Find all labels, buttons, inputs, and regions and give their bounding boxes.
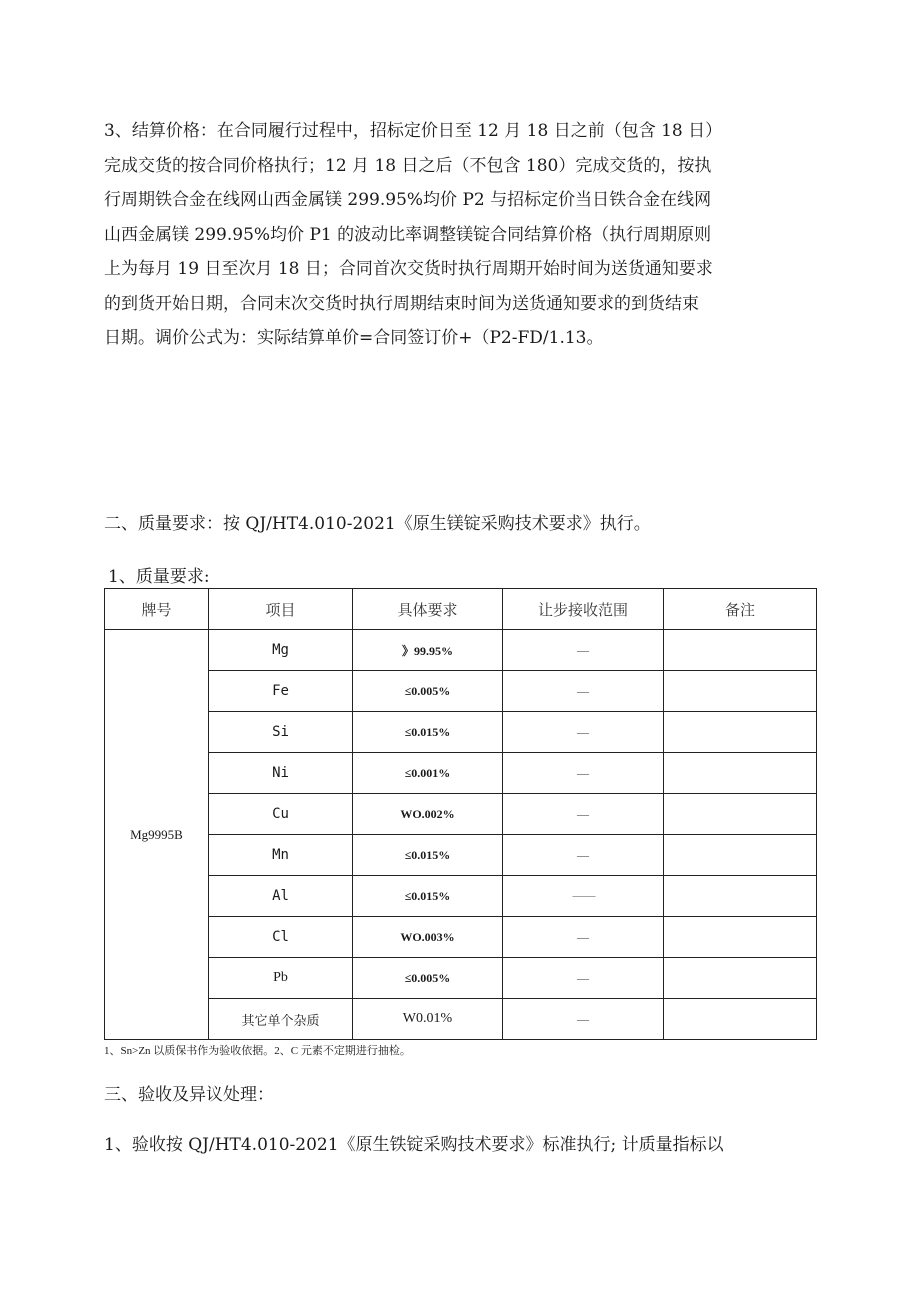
acceptance-clause-1: 1、验收按 QJ/HT4.010-2021《原生铁锭采购技术要求》标准执行; 计质量指标以: [104, 1135, 724, 1155]
range-cell: —: [503, 630, 664, 671]
requirement-cell: 》99.95%: [353, 630, 503, 671]
paragraph-line: 山西金属镁 299.95%均价 P1 的波动比率调整镁锭合同结算价格（执行周期原则: [104, 224, 712, 245]
requirement-cell: ≤0.015%: [353, 876, 503, 917]
table-row: [105, 917, 817, 958]
requirement-cell: ≤0.015%: [353, 835, 503, 876]
paragraph-line: 完成交货的按合同价格执行；12 月 18 日之后（不包含 180）完成交货的，按执: [104, 155, 712, 176]
header-cell: 牌号: [105, 589, 209, 630]
table-row: [105, 958, 817, 999]
header-cell: 让步接收范围: [503, 589, 664, 630]
requirement-cell: ≤0.015%: [353, 712, 503, 753]
requirement-cell: ≤0.001%: [353, 753, 503, 794]
table-row: [105, 753, 817, 794]
table-header-row: [105, 589, 817, 630]
range-cell: ———: [503, 876, 664, 917]
quality-table: [104, 588, 817, 1040]
range-cell: —: [503, 917, 664, 958]
note-cell: [664, 835, 817, 876]
note-cell: [664, 794, 817, 835]
note-cell: [664, 958, 817, 999]
item-cell: Cl: [209, 917, 353, 958]
range-cell: —: [503, 671, 664, 712]
table-row: [105, 794, 817, 835]
requirement-cell: WO.003%: [353, 917, 503, 958]
acceptance-heading: 三、验收及异议处理：: [104, 1085, 274, 1105]
settlement-price-paragraph: [104, 114, 816, 356]
table-row: [105, 999, 817, 1040]
item-cell: Fe: [209, 671, 353, 712]
requirement-cell: ≤0.005%: [353, 671, 503, 712]
paragraph-line: 行周期铁合金在线网山西金属镁 299.95%均价 P2 与招标定价当日铁合金在线网: [104, 190, 712, 210]
item-cell: Cu: [209, 794, 353, 835]
quality-requirements-heading: 二、质量要求：按 QJ/HT4.010-2021《原生镁锭采购技术要求》执行。: [104, 514, 651, 534]
paragraph-line: 上为每月 19 日至次月 18 日；合同首次交货时执行周期开始时间为送货通知要求: [104, 259, 713, 279]
table-row: [105, 835, 817, 876]
note-cell: [664, 671, 817, 712]
note-cell: [664, 917, 817, 958]
range-cell: —: [503, 835, 664, 876]
paragraph-line: 3、结算价格：在合同履行过程中，招标定价日至 12 月 18 日之前（包含 18 日）: [104, 121, 723, 141]
range-cell: —: [503, 958, 664, 999]
quality-requirements-subheading: 1、质量要求:: [108, 567, 210, 587]
header-cell: 具体要求: [353, 589, 503, 630]
item-cell: Mg: [209, 630, 353, 671]
item-cell: Pb: [209, 958, 353, 999]
note-cell: [664, 630, 817, 671]
item-cell: Si: [209, 712, 353, 753]
item-cell: Al: [209, 876, 353, 917]
range-cell: —: [503, 999, 664, 1040]
item-cell: Ni: [209, 753, 353, 794]
header-cell: 项目: [209, 589, 353, 630]
table-row: [105, 876, 817, 917]
item-cell: Mn: [209, 835, 353, 876]
note-cell: [664, 753, 817, 794]
note-cell: [664, 712, 817, 753]
table-row: [105, 671, 817, 712]
brand-cell: Mg9995B: [105, 630, 209, 1040]
note-cell: [664, 876, 817, 917]
range-cell: —: [503, 753, 664, 794]
range-cell: —: [503, 794, 664, 835]
requirement-cell: W0.01%: [353, 999, 503, 1040]
table-row: [105, 712, 817, 753]
header-cell: 备注: [664, 589, 817, 630]
table-footnote: 1、Sn>Zn 以质保书作为验收依据。2、C 元素不定期进行抽检。: [104, 1045, 411, 1057]
paragraph-line: 日期。调价公式为：实际结算单价=合同签订价+（P2-FD/1.13。: [104, 328, 604, 348]
requirement-cell: WO.002%: [353, 794, 503, 835]
item-cell: 其它单个杂质: [209, 999, 353, 1040]
note-cell: [664, 999, 817, 1040]
paragraph-line: 的到货开始日期，合同末次交货时执行周期结束时间为送货通知要求的到货结束: [104, 293, 699, 314]
table-row: [105, 630, 817, 671]
range-cell: —: [503, 712, 664, 753]
requirement-cell: ≤0.005%: [353, 958, 503, 999]
